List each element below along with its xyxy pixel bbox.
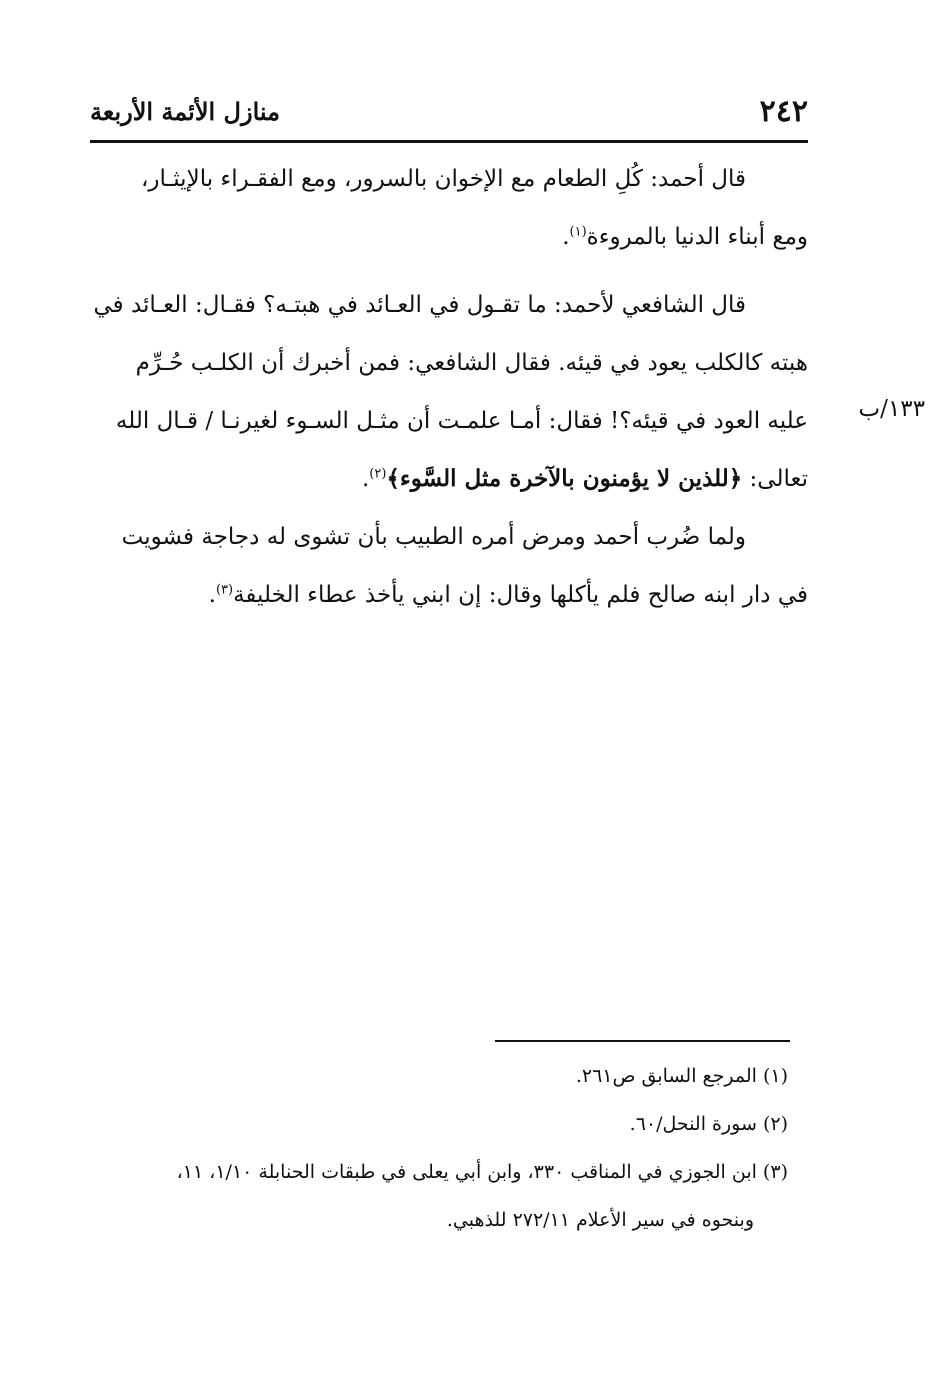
text-run: ولما ضُرب أحمد ومرض أمره الطبيب بأن تشوى له دجاجة فشويت [121,524,746,550]
page-number: ٢٤٢ [759,94,808,129]
manuscript-folio-marker: ١٣٣/ب [858,396,925,422]
paragraph-gap [88,266,808,276]
quran-verse: ﴿للذين لا يؤمنون بالآخرة مثل السَّوء﴾ [386,465,743,492]
footnote-2: (٢) سورة النحل/٦٠. [629,1113,788,1135]
text-run: قال أحمد: كُلِ الطعام مع الإخوان بالسرور، ومع الفقـراء بالإيثـار، [140,166,746,192]
footnote-ref-3: (٣) [215,582,234,598]
text-run: هبته كالكلب يعود في قيئه. فقال الشافعي: فمن أخبرك أن الكلـب حُـرِّم [135,350,808,376]
text-run: في دار ابنه صالح فلم يأكلها وقال: إن ابني يأخذ عطاء الخليفة [233,582,808,608]
main-text [88,150,808,624]
paragraph-2-line-3 [88,392,808,450]
text-run: . [562,224,570,250]
running-title: منازل الأئمة الأربعة [90,97,280,126]
paragraph-2-line-2 [88,334,808,392]
text-run: . [208,582,216,608]
footnote-ref-2: (٢) [369,466,387,482]
paragraph-3-line-1 [88,508,808,566]
paragraph-2-line-1 [88,276,808,334]
footnote-3-line-2: وبنحوه في سير الأعلام ٢٧٢/١١ للذهبي. [446,1209,754,1231]
text-run: تعالى: [742,466,808,492]
paragraph-2-line-4 [88,450,808,508]
footnote-rule [495,1040,790,1042]
paragraph-1-line-2 [88,208,808,266]
footnote-ref-1: (١) [569,224,587,240]
text-run: . [361,466,370,492]
text-run: قال الشافعي لأحمد: ما تقـول في العـائد في هبتـه؟ فقـال: العـائد في [93,292,746,318]
footnote-3-line-1: (٣) ابن الجوزي في المناقب ٣٣٠، وابن أبي يعلى في طبقات الحنابلة ١/١٠، ١١، [176,1161,788,1183]
footnote-1: (١) المرجع السابق ص٢٦١. [575,1065,788,1087]
text-run: عليه العود في قيئه؟! فقال: أمـا علمـت أن مثـل السـوء لغيرنـا / قـال الله [115,408,808,434]
paragraph-1-line-1 [88,150,808,208]
page-header [90,92,808,132]
text-run: ومع أبناء الدنيا بالمروءة [586,224,808,250]
paragraph-3-line-2 [88,566,808,624]
header-rule [90,140,808,143]
footnotes [70,1052,788,1244]
